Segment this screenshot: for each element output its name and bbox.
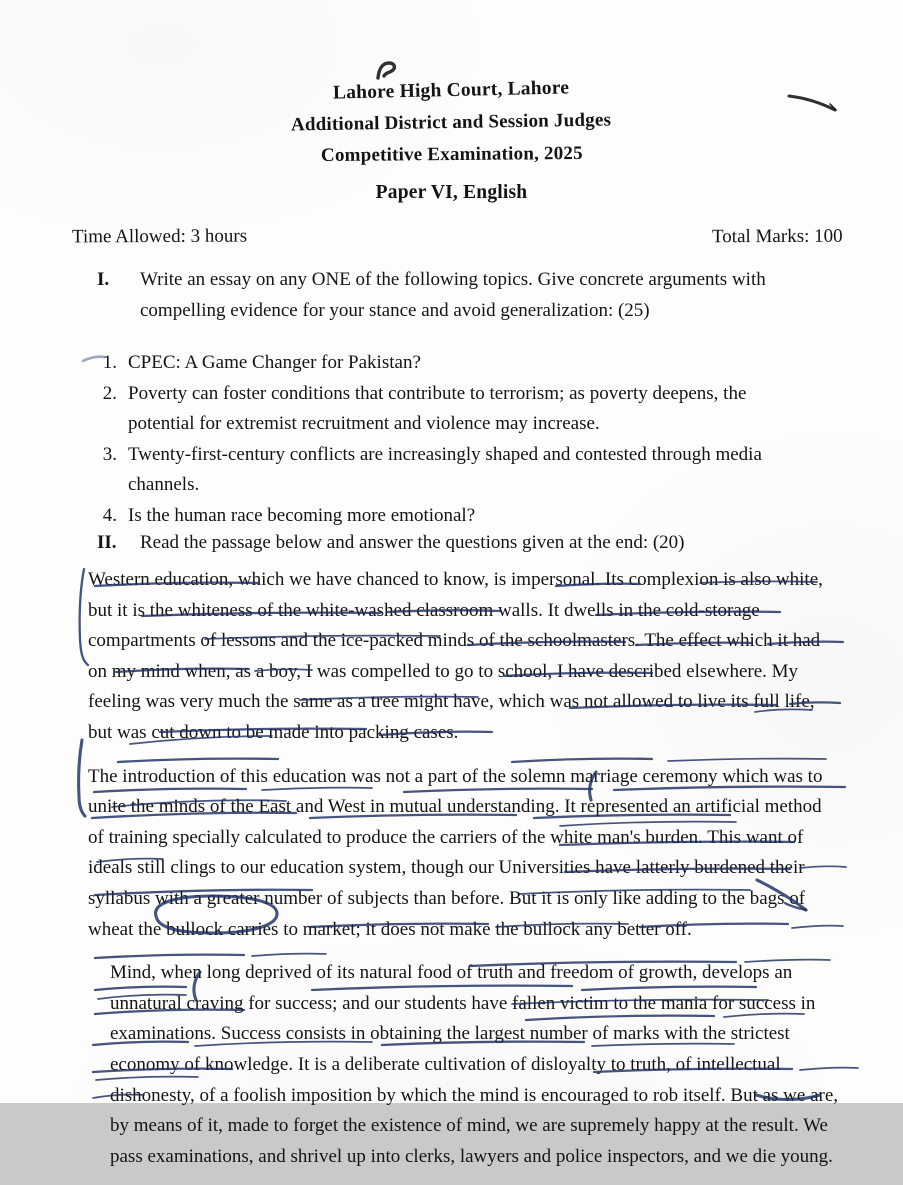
section-two-instruction: Read the passage below and answer the questions given at the end: (20) xyxy=(140,532,685,553)
section-one-numeral: I. xyxy=(97,269,110,290)
list-item xyxy=(98,379,817,439)
exam-name: Competitive Examination, 2025 xyxy=(320,142,583,167)
list-item xyxy=(98,440,817,500)
post-title: Additional District and Session Judges xyxy=(291,109,612,136)
topic-text: Poverty can foster conditions that contribute to terrorism; as poverty deepens, the potential for extremist recruitment and violence may increase. xyxy=(128,383,747,434)
margin-bracket-paragraph-1-icon xyxy=(80,569,88,665)
section-two-numeral: II. xyxy=(97,532,117,553)
section-one xyxy=(72,264,835,326)
topic-text: CPEC: A Game Changer for Pakistan? xyxy=(128,352,421,373)
topic-number: 3. xyxy=(102,444,117,465)
paper-title: Paper VI, English xyxy=(375,182,528,203)
total-marks: Total Marks: 100 xyxy=(712,225,844,248)
margin-bracket-paragraph-2-icon xyxy=(79,740,85,816)
institution-name: Lahore High Court, Lahore xyxy=(333,77,570,104)
reading-passage xyxy=(88,565,863,1185)
topic-number: 4. xyxy=(102,505,117,526)
topic-text: Is the human race becoming more emotional? xyxy=(128,505,476,526)
passage-paragraph: Western education, which we have chanced to know, is impersonal. Its complexion is also white, but it is the whiteness of the white-washed classroom walls. It dwells in the cold-storage compartments of lessons and the ice-packed minds of the schoolmasters. The effect which it had on my mind when, as a boy, I was compelled to go to school, I have described elsewhere. My feeling was very much the same as a tree might have, which was not allowed to live its full life, but was cut down to be made into packing cases. xyxy=(88,569,823,743)
exam-info-row xyxy=(72,226,843,248)
curved-stroke-tip-icon xyxy=(830,104,836,110)
topic-number: 1. xyxy=(102,352,117,373)
passage-paragraph: Mind, when long deprived of its natural food of truth and freedom of growth, develops an unnatural craving for success; and our students have fallen victim to the mania for success in examinations. Success consists in obtaining the largest number of marks with the strictest economy of knowledge. It is a deliberate cultivation of disloyalty to truth, of intellectual dishonesty, of a foolish imposition by which the mind is encouraged to rob itself. But as we are, by means of it, made to forget the existence of mind, we are supremely happy at the result. We pass examinations, and shrivel up into clerks, lawyers and police inspectors, and we die young. xyxy=(110,962,839,1167)
passage-paragraph: The introduction of this education was not a part of the solemn marriage ceremony which was to unite the minds of the East and West in mutual understanding. It represented an artificial method of training specially calculated to produce the carriers of the white man's burden. This want of ideals still clings to our education system, though our Universities have latterly burdened their syllabus with a greater number of subjects than before. But it is only like adding to the bags of wheat the bullock carries to market; it does not make the bullock any better off. xyxy=(88,765,823,940)
hook-stroke-above-title-icon xyxy=(378,63,394,78)
list-item xyxy=(98,348,817,378)
time-allowed: Time Allowed: 3 hours xyxy=(71,225,248,248)
essay-topic-list xyxy=(98,348,817,532)
section-one-instruction: Write an essay on any ONE of the following topics. Give concrete arguments with compelling evidence for your stance and avoid generalization: (25) xyxy=(140,269,766,321)
topic-text: Twenty-first-century conflicts are increasingly shaped and contested through media channels. xyxy=(128,444,762,495)
section-two xyxy=(72,527,835,558)
topic-number: 2. xyxy=(102,383,117,404)
